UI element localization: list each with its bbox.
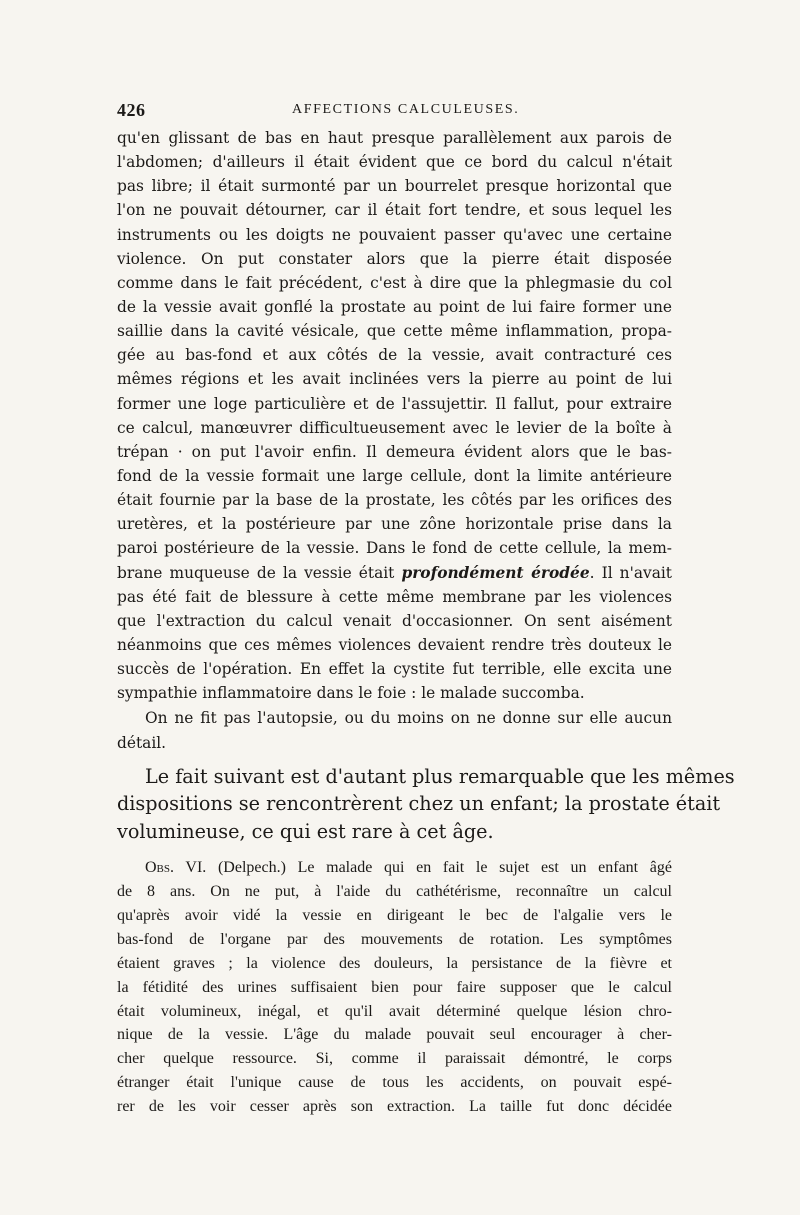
text-line: étranger était l'unique cause de tous les accidents, on pouvait espé- xyxy=(117,1074,672,1092)
text-line: dispositions se rencontrèrent chez un enfant; la prostate était xyxy=(117,792,721,816)
text-line: pas libre; il était surmonté par un bourrelet presque horizontal que xyxy=(117,177,672,196)
text-line: mêmes régions et les avait inclinées vers la pierre au point de lui xyxy=(117,370,672,389)
text-line: que l'extraction du calcul venait d'occasionner. On sent aisément xyxy=(117,611,672,630)
text-line: sympathie inflammatoire dans le foie : le malade succomba. xyxy=(117,684,585,703)
text-line: pas été fait de blessure à cette même membrane par les violences xyxy=(117,587,672,606)
text-line: était fournie par la base de la prostate, les côtés par les orifices des xyxy=(117,491,672,510)
page-number: 426 xyxy=(117,100,146,120)
text-line: gée au bas-fond et aux côtés de la vessie, avait contracturé ces xyxy=(117,346,672,365)
text-segment: brane muqueuse de la vessie était xyxy=(117,563,395,582)
text-line: former une loge particulière et de l'assujettir. Il fallut, pour extraire xyxy=(117,394,672,413)
text-line: de la vessie avait gonflé la prostate au point de lui faire former une xyxy=(117,297,672,316)
paragraph-transition xyxy=(117,755,735,846)
text-line: néanmoins que ces mêmes violences devaient rendre très douteux le xyxy=(117,635,672,654)
observation-label: Obs. VI. xyxy=(145,859,207,877)
text-line: violence. On put constater alors que la pierre était disposée xyxy=(117,249,672,268)
page-body xyxy=(117,126,735,1119)
text-line: trépan · on put l'avoir enfin. Il demeura évident alors que le bas- xyxy=(117,442,672,461)
text-line: de 8 ans. On ne put, à l'aide du cathétérisme, reconnaître un calcul xyxy=(117,883,672,901)
text-line: succès de l'opération. En effet la cystite fut terrible, elle excita une xyxy=(117,660,672,679)
text-line: rer de les voir cesser après son extraction. La taille fut donc décidée xyxy=(117,1098,672,1116)
text-line: l'abdomen; d'ailleurs il était évident que ce bord du calcul n'était xyxy=(117,153,672,172)
text-line: la fétidité des urines suffisaient bien pour faire supposer que le calcul xyxy=(117,978,672,996)
text-line: l'on ne pouvait détourner, car il était fort tendre, et sous lequel les xyxy=(117,201,672,220)
text-line: volumineuse, ce qui est rare à cet âge. xyxy=(117,819,494,843)
text-line: qu'en glissant de bas en haut presque parallèlement aux parois de xyxy=(117,129,672,147)
italic-emphasis: profondément érodée xyxy=(401,563,590,582)
paragraph-observation-vi xyxy=(117,845,672,1119)
text-line: était volumineux, inégal, et qu'il avait déterminé quelque lésion chro- xyxy=(117,1002,672,1020)
paragraph-case-continuation xyxy=(117,126,672,705)
text-line-with-label xyxy=(117,856,672,880)
text-line: ce calcul, manœuvrer difficultueusement avec le levier de la boîte à xyxy=(117,418,672,437)
text-segment: (Delpech.) Le malade qui en fait le sujet est un enfant âgé xyxy=(206,859,672,877)
text-line: uretères, et la postérieure par une zône horizontale prise dans la xyxy=(117,515,672,534)
text-line: qu'après avoir vidé la vessie en dirigeant le bec de l'algalie vers le xyxy=(117,906,672,924)
text-segment: . Il n'avait xyxy=(589,563,672,582)
text-line-with-italic xyxy=(117,561,672,585)
page-header xyxy=(117,100,672,124)
text-line: comme dans le fait précédent, c'est à dire que la phlegmasie du col xyxy=(117,273,672,292)
text-line: détail. xyxy=(117,733,167,752)
text-line: fond de la vessie formait une large cellule, dont la limite antérieure xyxy=(117,466,672,485)
text-line: cher quelque ressource. Si, comme il paraissait démontré, le corps xyxy=(117,1050,672,1068)
text-line: On ne fit pas l'autopsie, ou du moins on ne donne sur elle aucun xyxy=(145,709,672,728)
text-line: étaient graves ; la violence des douleurs, la persistance de la fièvre et xyxy=(117,954,672,972)
text-line: bas-fond de l'organe par des mouvements de rotation. Les symptômes xyxy=(117,930,672,948)
text-line: nique de la vessie. L'âge du malade pouvait seul encourager à cher- xyxy=(117,1026,672,1044)
text-line: instruments ou les doigts ne pouvaient passer qu'avec une certaine xyxy=(117,225,672,244)
running-title: AFFECTIONS CALCULEUSES. xyxy=(292,102,520,117)
paragraph-autopsy-note xyxy=(117,705,672,754)
text-line: paroi postérieure de la vessie. Dans le fond de cette cellule, la mem- xyxy=(117,539,672,558)
text-line: saillie dans la cavité vésicale, que cette même inflammation, propa- xyxy=(117,322,672,341)
text-line: Le fait suivant est d'autant plus remarquable que les mêmes xyxy=(145,764,735,788)
